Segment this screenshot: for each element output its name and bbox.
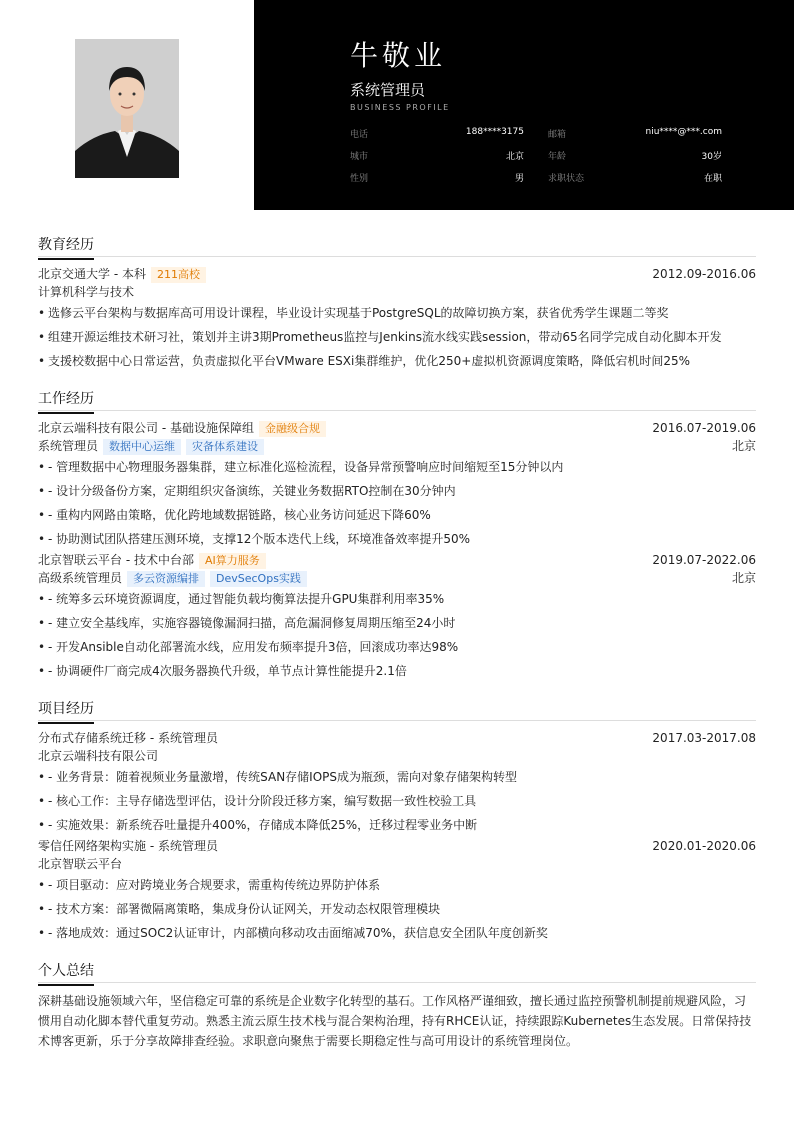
job-role: 高级系统管理员 <box>38 571 123 585</box>
project-entry-header <box>38 729 756 747</box>
candidate-name: 牛敬业 <box>350 39 447 72</box>
project-name: 分布式存储系统迁移 - 系统管理员 <box>38 731 218 745</box>
info-label: 邮箱 <box>548 130 567 140</box>
job-entry-header <box>38 551 756 569</box>
list-item: • - 重构内网路由策略，优化跨地域数据链路，核心业务访问延迟下降60% <box>38 503 756 527</box>
section-title: 教育经历 <box>38 234 756 257</box>
resume-header <box>0 0 794 210</box>
job-title: 系统管理员 <box>350 81 426 99</box>
list-item: • - 实施效果：新系统吞吐量提升400%，存储成本降低25%，迁移过程零业务中断 <box>38 813 756 837</box>
education-section <box>38 234 756 373</box>
profile-photo <box>75 39 179 178</box>
list-item: • 选修云平台架构与数据库高可用设计课程，毕业设计实现基于PostgreSQL的故障切换方案，获省优秀学生课题二等奖 <box>38 301 756 325</box>
company-tag: 金融级合规 <box>259 421 326 437</box>
list-item: • - 协调硬件厂商完成4次服务器换代升级，单节点计算性能提升2.1倍 <box>38 659 756 683</box>
info-value: 188****3175 <box>465 127 524 137</box>
project-entry-header <box>38 837 756 855</box>
info-value: 北京 <box>505 152 524 162</box>
school-name: 北京交通大学 - 本科 <box>38 267 146 281</box>
list-item: • - 管理数据中心物理服务器集群，建立标准化巡检流程，设备异常预警响应时间缩短至15分钟以内 <box>38 455 756 479</box>
company-tag: AI算力服务 <box>199 553 266 569</box>
company-name: 北京云端科技有限公司 - 基础设施保障组 <box>38 421 254 435</box>
job-date: 2016.07-2019.06 <box>652 421 756 435</box>
info-value: 30岁 <box>701 152 722 162</box>
project-date: 2020.01-2020.06 <box>652 839 756 853</box>
list-item: • - 建立安全基线库，实施容器镜像漏洞扫描，高危漏洞修复周期压缩至24小时 <box>38 611 756 635</box>
info-value: 男 <box>514 174 524 184</box>
job-role-row <box>38 569 756 587</box>
project-org: 北京云端科技有限公司 <box>38 749 159 763</box>
education-date: 2012.09-2016.06 <box>652 267 756 281</box>
info-value: 在职 <box>703 174 722 184</box>
skill-tag: 多云资源编排 <box>127 571 205 587</box>
work-section <box>38 388 756 683</box>
list-item: • 组建开源运维技术研习社，策划并主讲3期Prometheus监控与Jenkins流水线实践session，带动65名同学完成自动化脚本开发 <box>38 325 756 349</box>
education-entry-header <box>38 265 756 283</box>
info-value: niu****@***.com <box>645 127 722 137</box>
info-label: 电话 <box>350 130 369 140</box>
job-date: 2019.07-2022.06 <box>652 553 756 567</box>
portrait-image <box>75 39 179 178</box>
list-item: • - 开发Ansible自动化部署流水线，应用发布频率提升3倍，回滚成功率达98% <box>38 635 756 659</box>
list-item: • - 统筹多云环境资源调度，通过智能负载均衡算法提升GPU集群利用率35% <box>38 587 756 611</box>
project-date: 2017.03-2017.08 <box>652 731 756 745</box>
summary-section <box>38 960 756 1051</box>
project-name: 零信任网络架构实施 - 系统管理员 <box>38 839 218 853</box>
info-label: 性别 <box>350 174 369 184</box>
summary-text: 深耕基础设施领域六年，坚信稳定可靠的系统是企业数字化转型的基石。工作风格严谨细致，擅长通过监控预警机制提前规避风险，习惯用自动化脚本替代重复劳动。熟悉主流云原生技术栈与混合架构治理，持有RHCE认证，持续跟踪Kubernetes生态发展。日常保持技术博客更新，乐于分享故障排查经验。求职意向聚焦于需要长期稳定性与高可用设计的系统管理岗位。 <box>38 994 752 1048</box>
list-item: • - 协助测试团队搭建压测环境，支撑12个版本迭代上线，环境准备效率提升50% <box>38 527 756 551</box>
list-item: • - 业务背景：随着视频业务量激增，传统SAN存储IOPS成为瓶颈，需向对象存储架构转型 <box>38 765 756 789</box>
school-tag: 211高校 <box>151 267 206 283</box>
list-item: • - 落地成效：通过SOC2认证审计，内部横向移动攻击面缩减70%，获信息安全团队年度创新奖 <box>38 921 756 945</box>
info-label: 城市 <box>350 152 369 162</box>
major: 计算机科学与技术 <box>38 285 135 299</box>
job-role: 系统管理员 <box>38 439 99 453</box>
job-city: 北京 <box>731 439 756 453</box>
list-item: • - 设计分级备份方案，定期组织灾备演练，关键业务数据RTO控制在30分钟内 <box>38 479 756 503</box>
list-item: • - 项目驱动：应对跨境业务合规要求，需重构传统边界防护体系 <box>38 873 756 897</box>
profile-subtitle: BUSINESS PROFILE <box>350 103 450 112</box>
skill-tag: 灾备体系建设 <box>186 439 264 455</box>
company-name: 北京智联云平台 - 技术中台部 <box>38 553 194 567</box>
section-title: 个人总结 <box>38 960 756 983</box>
skill-tag: DevSecOps实践 <box>210 571 307 587</box>
section-title: 项目经历 <box>38 698 756 721</box>
job-role-row <box>38 437 756 455</box>
job-entry-header <box>38 419 756 437</box>
projects-section <box>38 698 756 945</box>
info-label: 求职状态 <box>548 174 585 184</box>
list-item: • - 核心工作：主导存储选型评估，设计分阶段迁移方案，编写数据一致性校验工具 <box>38 789 756 813</box>
list-item: • 支援校数据中心日常运营，负责虚拟化平台VMware ESXi集群维护，优化250+虚拟机资源调度策略，降低宕机时间25% <box>38 349 756 373</box>
skill-tag: 数据中心运维 <box>103 439 181 455</box>
job-city: 北京 <box>731 571 756 585</box>
photo-area <box>0 0 254 210</box>
section-title: 工作经历 <box>38 388 756 411</box>
list-item: • - 技术方案：部署微隔离策略，集成身份认证网关，开发动态权限管理模块 <box>38 897 756 921</box>
info-label: 年龄 <box>548 152 567 162</box>
project-org: 北京智联云平台 <box>38 857 123 871</box>
header-dark-panel <box>254 0 794 210</box>
